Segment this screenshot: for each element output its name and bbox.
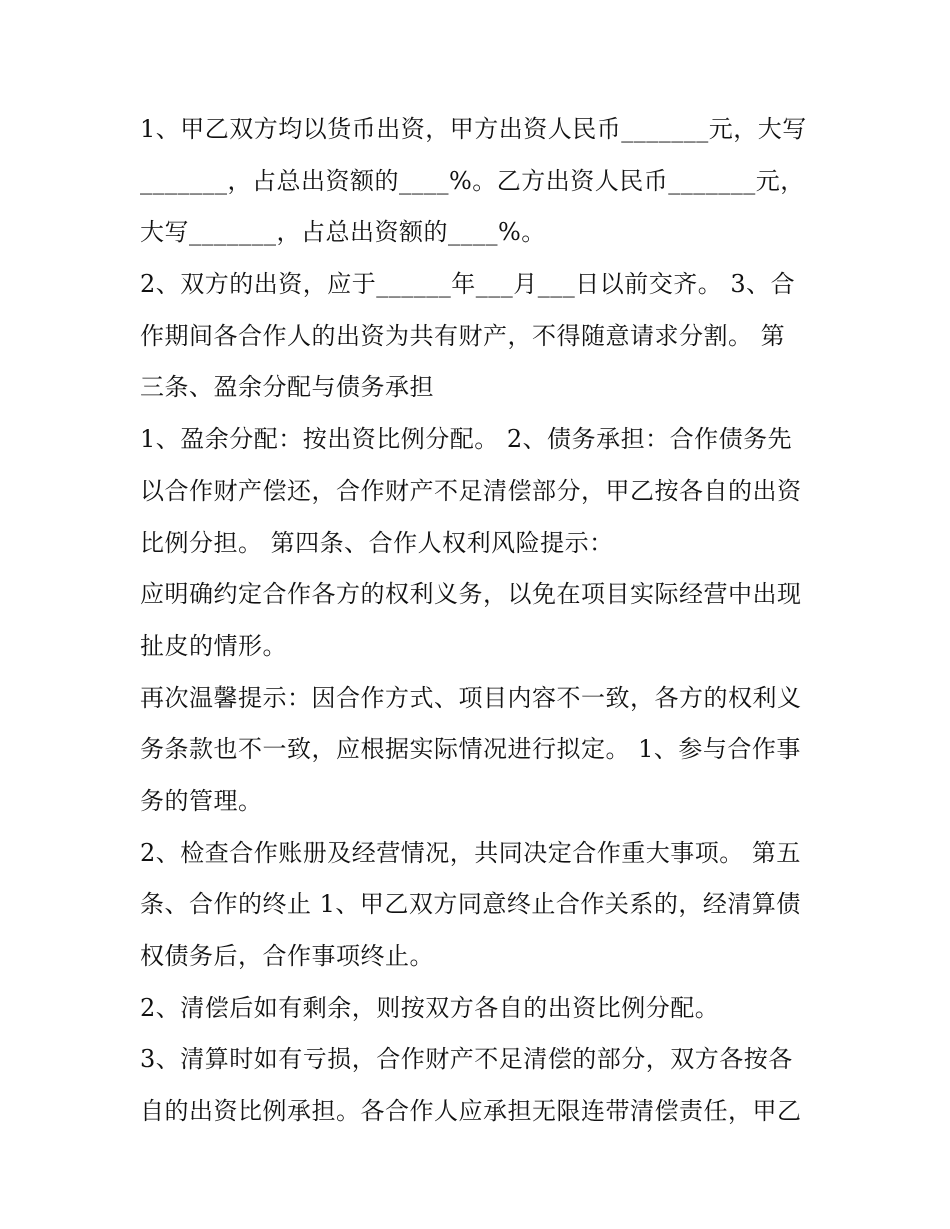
text-line: 1、盈余分配：按出资比例分配。 2、债务承担：合作债务先 [140,425,793,454]
text-line: 2、清偿后如有剩余，则按双方各自的出资比例分配。 [140,993,720,1022]
text-line: 务条款也不一致，应根据实际情况进行拟定。 1、参与合作事 [140,735,801,764]
text-line: 3、清算时如有亏损，合作财产不足清偿的部分，双方各按各 [140,1045,793,1074]
text-line: 比例分担。 第四条、合作人权利风险提示： [140,528,614,557]
text-line: 扯皮的情形。 [140,631,287,660]
text-line: 应明确约定合作各方的权利义务，以免在项目实际经营中出现 [140,580,802,609]
text-line: 务的管理。 [140,786,263,815]
text-line: _______，占总出资额的____%。乙方出资人民币_______元， [140,166,805,195]
text-line: 以合作财产偿还，合作财产不足清偿部分，甲乙按各自的出资 [140,476,802,505]
text-line: 三条、盈余分配与债务承担 [140,373,434,402]
text-line: 权债务后，合作事项终止。 [140,942,434,970]
text-line: 条、合作的终止 1、甲乙双方同意终止合作关系的，经清算债 [140,890,801,919]
text-line: 2、检查合作账册及经营情况，共同决定合作重大事项。 第五 [140,838,801,867]
text-line: 2、双方的出资，应于______年___月___日以前交齐。 3、合 [140,270,796,299]
text-line: 作期间各合作人的出资为共有财产，不得随意请求分割。 第 [140,321,786,350]
text-line: 再次温馨提示：因合作方式、项目内容不一致，各方的权利义 [140,683,802,712]
text-line: 自的出资比例承担。各合作人应承担无限连带清偿责任，甲乙 [140,1097,802,1126]
document-body [140,104,820,1138]
text-line: 大写_______，占总出资额的____%。 [140,218,546,247]
text-line: 1、甲乙双方均以货币出资，甲方出资人民币_______元，大写 [140,115,807,143]
